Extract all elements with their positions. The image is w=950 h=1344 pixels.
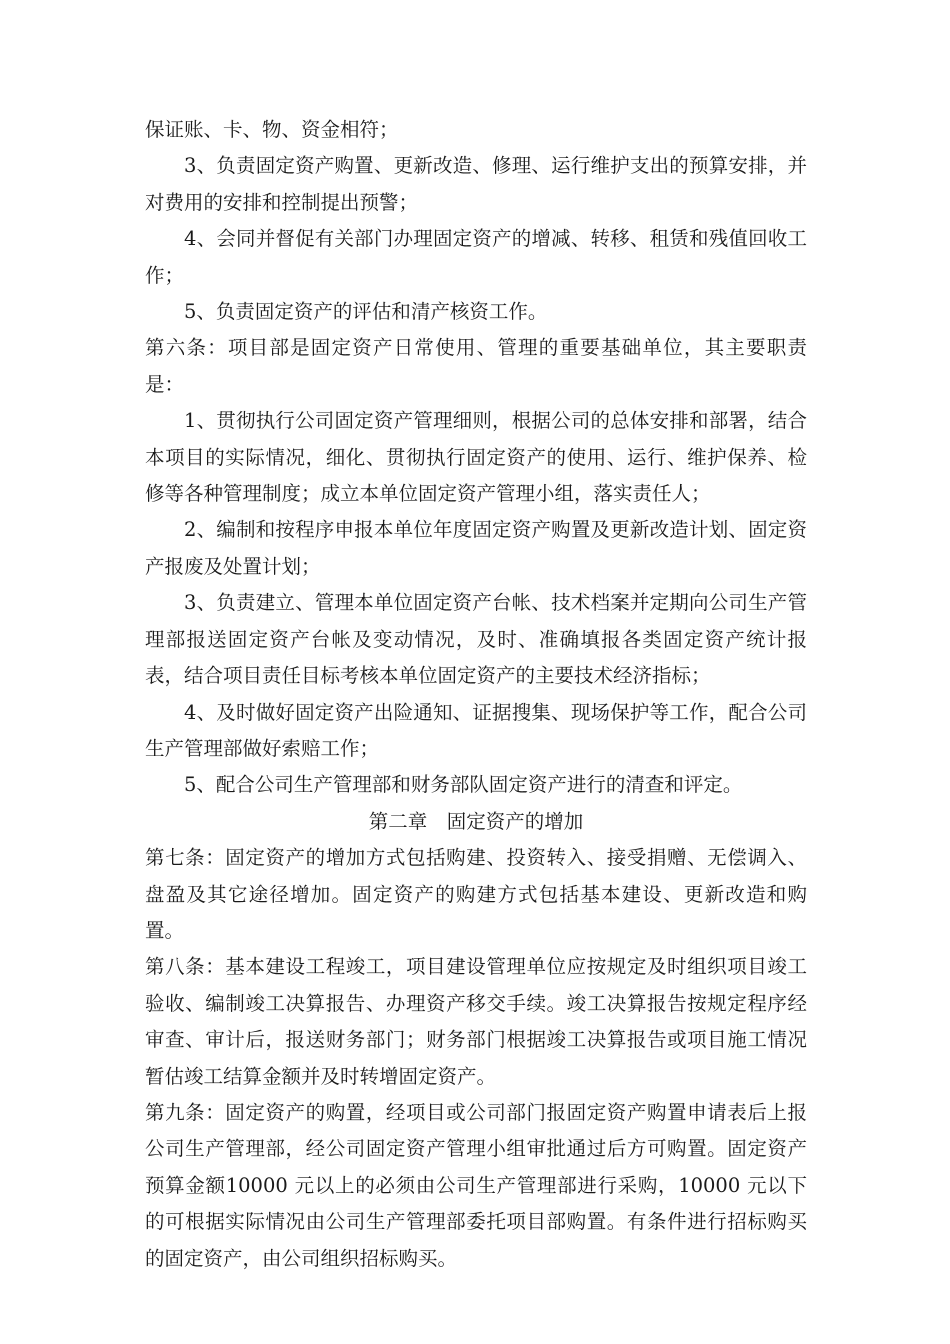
paragraph-p09: 4、及时做好固定资产出险通知、证据搜集、现场保护等工作，配合公司生产管理部做好索赔工作； [145, 700, 807, 760]
paragraph-p10: 5、配合公司生产管理部和财务部队固定资产进行的清查和评定。 [184, 773, 743, 797]
article-7: 第七条：固定资产的增加方式包括购建、投资转入、接受捐赠、无偿调入、盘盈及其它途径增加。固定资产的购建方式包括基本建设、更新改造和购置。 [145, 846, 807, 942]
article-9: 第九条：固定资产的购置，经项目或公司部门报固定资产购置申请表后上报公司生产管理部，经公司固定资产管理小组审批通过后方可购置。固定资产预算金额10000 元以上的必须由公司生产管理部进行采购，10000 元以下的可根据实际情况由公司生产管理部委托项目部购置。有条件进行招标购买的固定资产，由公司组织招标购买。 [145, 1100, 807, 1270]
article-6-heading-paragraph: 第六条：项目部是固定资产日常使用、管理的重要基础单位，其主要职责是： [145, 336, 807, 396]
paragraph-p03: 4、会同并督促有关部门办理固定资产的增减、转移、租赁和残值回收工作； [145, 227, 807, 287]
paragraph-p01: 保证账、卡、物、资金相符； [145, 118, 399, 141]
paragraph-p08: 3、负责建立、管理本单位固定资产台帐、技术档案并定期向公司生产管理部报送固定资产台帐及变动情况，及时、准确填报各类固定资产统计报表，结合项目责任目标考核本单位固定资产的主要技术经济指标； [145, 591, 807, 688]
paragraph-p06: 1、贯彻执行公司固定资产管理细则，根据公司的总体安排和部署，结合本项目的实际情况，细化、贯彻执行固定资产的使用、运行、维护保养、检修等各种管理制度；成立本单位固定资产管理小组，落实责任人； [145, 409, 807, 506]
paragraph-p04: 5、负责固定资产的评估和清产核资工作。 [184, 300, 548, 324]
article-8: 第八条：基本建设工程竣工，项目建设管理单位应按规定及时组织项目竣工验收、编制竣工决算报告、办理资产移交手续。竣工决算报告按规定程序经审查、审计后，报送财务部门；财务部门根据竣工决算报告或项目施工情况暂估竣工结算金额并及时转增固定资产。 [145, 955, 807, 1088]
chapter-heading: 第二章 固定资产的增加 [368, 809, 584, 833]
paragraph-p02: 3、负责固定资产购置、更新改造、修理、运行维护支出的预算安排，并对费用的安排和控制提出预警； [145, 154, 807, 214]
paragraph-p07: 2、编制和按程序申报本单位年度固定资产购置及更新改造计划、固定资产报废及处置计划； [145, 518, 807, 578]
document-page [145, 112, 807, 1277]
